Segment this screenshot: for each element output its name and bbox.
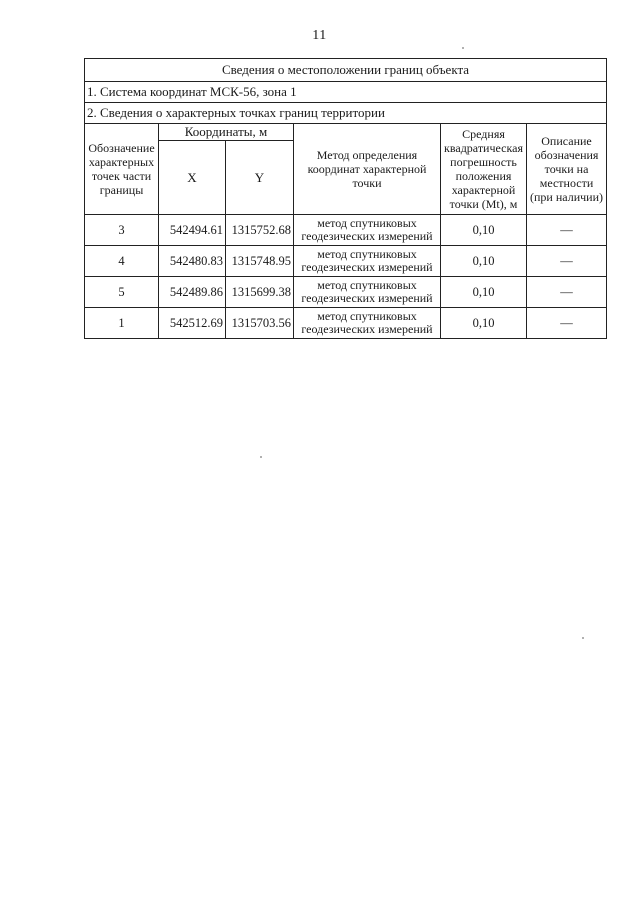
error-cell: 0,10 <box>441 246 527 277</box>
description-cell: — <box>527 277 607 308</box>
coord-system-row: 1. Система координат МСК-56, зона 1 <box>85 82 607 103</box>
method-cell: метод спутниковых геодезических измерений <box>294 277 441 308</box>
point-cell: 5 <box>85 277 159 308</box>
point-cell: 4 <box>85 246 159 277</box>
x-cell: 542489.86 <box>159 277 226 308</box>
point-cell: 1 <box>85 308 159 339</box>
description-cell: — <box>527 246 607 277</box>
boundary-table <box>84 58 607 339</box>
header-method: Метод определения координат характерной точки <box>294 124 441 215</box>
error-cell: 0,10 <box>441 215 527 246</box>
x-cell: 542512.69 <box>159 308 226 339</box>
method-cell: метод спутниковых геодезических измерений <box>294 246 441 277</box>
table-title: Сведения о местоположении границ объекта <box>85 59 607 82</box>
error-cell: 0,10 <box>441 277 527 308</box>
y-cell: 1315703.56 <box>226 308 294 339</box>
scan-speck <box>260 456 262 458</box>
header-description: Описание обозначения точки на местности (при наличии) <box>527 124 607 215</box>
x-cell: 542480.83 <box>159 246 226 277</box>
scan-speck <box>582 637 584 639</box>
header-x: X <box>159 141 226 215</box>
y-cell: 1315699.38 <box>226 277 294 308</box>
description-cell: — <box>527 308 607 339</box>
header-designation: Обозначение характерных точек части границы <box>85 124 159 215</box>
table-row <box>85 246 607 277</box>
header-error: Средняя квадратическая погрешность положения характерной точки (Mt), м <box>441 124 527 215</box>
y-cell: 1315752.68 <box>226 215 294 246</box>
table-row <box>85 308 607 339</box>
header-y: Y <box>226 141 294 215</box>
method-cell: метод спутниковых геодезических измерений <box>294 308 441 339</box>
y-cell: 1315748.95 <box>226 246 294 277</box>
table-row <box>85 277 607 308</box>
section-points-row: 2. Сведения о характерных точках границ территории <box>85 103 607 124</box>
scan-speck <box>462 47 464 49</box>
method-cell: метод спутниковых геодезических измерений <box>294 215 441 246</box>
table-row <box>85 215 607 246</box>
header-coordinates: Координаты, м <box>159 124 294 141</box>
point-cell: 3 <box>85 215 159 246</box>
error-cell: 0,10 <box>441 308 527 339</box>
description-cell: — <box>527 215 607 246</box>
x-cell: 542494.61 <box>159 215 226 246</box>
page-number: 11 <box>312 28 327 43</box>
